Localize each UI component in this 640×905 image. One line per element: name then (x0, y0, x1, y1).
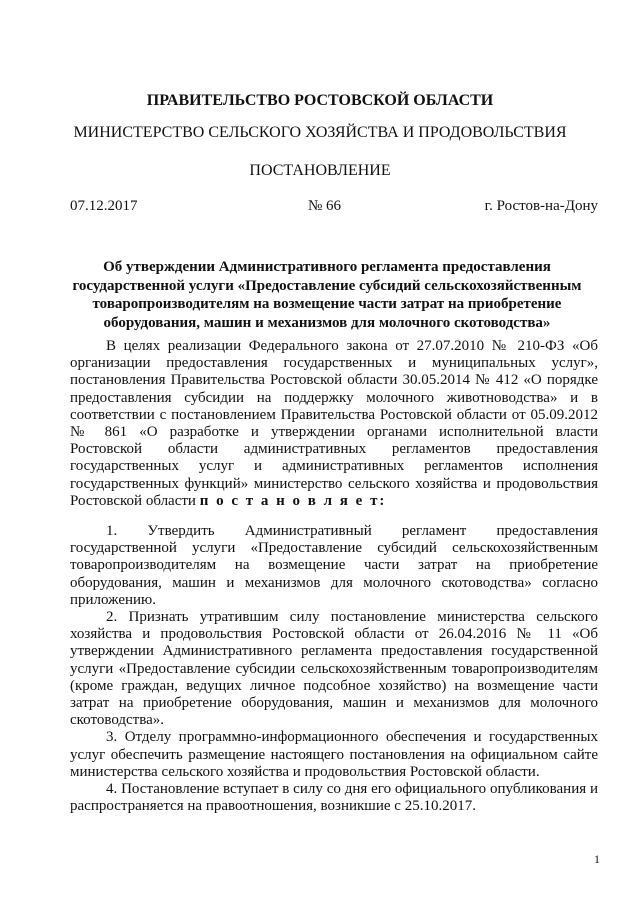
document-number: № 66 (308, 198, 342, 214)
item-4: 4. Постановление вступает в силу со дня его официального опубликования и распространяется на правоотношения, возникшие с 25.10.2017. (70, 781, 598, 815)
document-city: г. Ростов-на-Дону (484, 198, 598, 214)
government-title: ПРАВИТЕЛЬСТВО РОСТОВСКОЙ ОБЛАСТИ (146, 92, 494, 109)
decree-word: п о с т а н о в л я е т: (199, 492, 387, 509)
item-3: 3. Отделу программно-информационного обеспечения и государственных услуг обеспечить размещение настоящего постановления на официальном сайте министерства сельского хозяйства и продовольствия Ростовской области. (70, 729, 598, 780)
document-date: 07.12.2017 (70, 198, 138, 214)
page-number: 1 (594, 852, 600, 866)
preamble-paragraph (70, 338, 598, 510)
document-body (70, 338, 598, 815)
ministry-title: МИНИСТЕРСТВО СЕЛЬСКОГО ХОЗЯЙСТВА И ПРОДОВОЛЬСТВИЯ (73, 124, 567, 141)
document-type: ПОСТАНОВЛЕНИЕ (249, 162, 391, 179)
item-1: 1. Утвердить Административный регламент предоставления государственной услуги «Предоставление субсидий сельскохозяйственным товаропроизводителям на возмещение части затрат на приобретение оборудования, машин и механизмов для молочного скотоводства» согласно приложению. (70, 523, 598, 608)
document-subject: Об утверждении Административного регламента предоставления государственной услуги «Предоставление субсидий сельскохозяйственным товаропроизводителям на возмещение части затрат на приобретение оборудования, машин и механизмов для молочного скотоводства» (72, 259, 582, 331)
item-2: 2. Признать утратившим силу постановление министерства сельского хозяйства и продовольствия Ростовской области от 26.04.2016 № 11 «Об утверждении Административного регламента предоставления государственной услуги «Предоставление субсидии сельскохозяйственным товаропроизводителям (кроме граждан, ведущих личное подсобное хозяйство) на возмещение части затрат на приобретение оборудования, машин и механизмов для молочного скотоводства». (70, 609, 598, 729)
preamble-text: В целях реализации Федерального закона от 27.07.2010 № 210-ФЗ «Об организации предоставления государственных и муниципальных услуг», постановления Правительства Ростовской области 30.05.2014 № 412 «О порядке предоставления субсидии на поддержку молочного животноводства» и в соответствии с постановлением Правительства Ростовской области от 05.09.2012 № 861 «О разработке и утверждении органами исполнительной власти Ростовской области административных регламентов предоставления государственных услуг и административных регламентов исполнения государственных функций» министерство сельского хозяйства и продовольствия Ростовской области (70, 338, 598, 509)
